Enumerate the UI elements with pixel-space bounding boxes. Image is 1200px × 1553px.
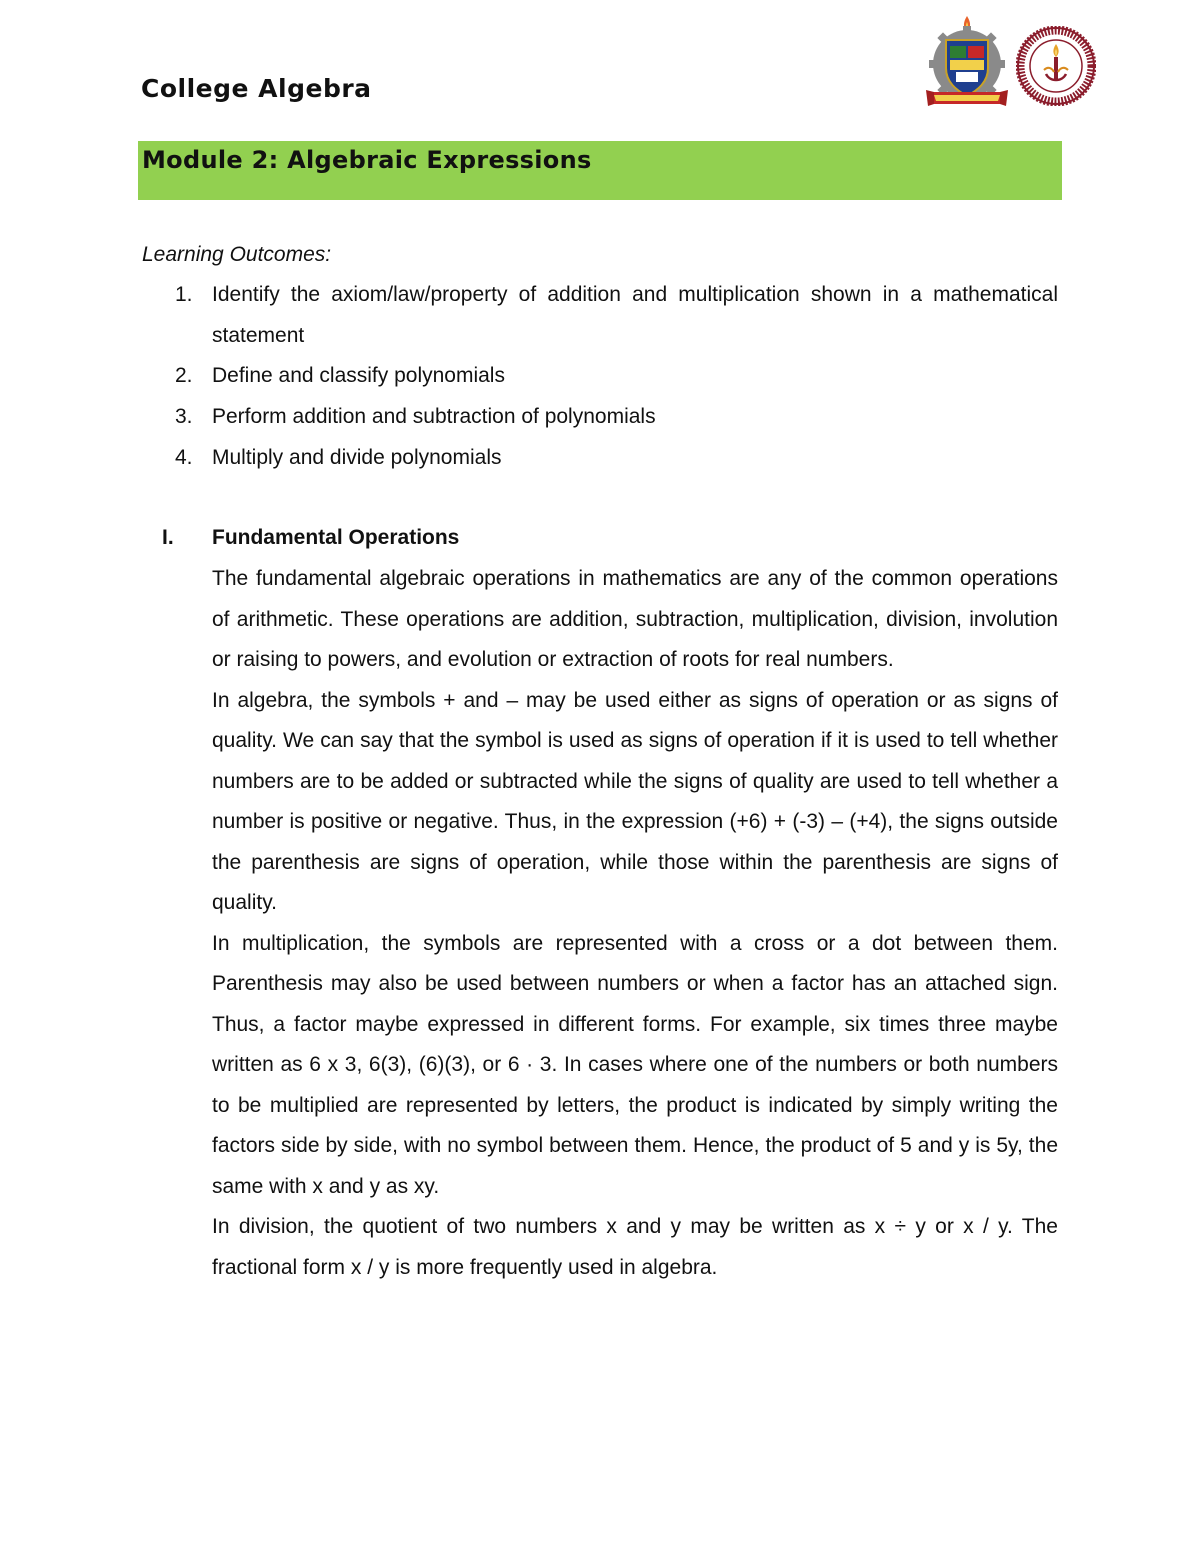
section-body bbox=[212, 559, 1058, 1288]
learning-outcomes-heading: Learning Outcomes: bbox=[142, 243, 332, 266]
module-banner bbox=[138, 141, 1062, 200]
list-item bbox=[142, 275, 1058, 356]
list-item bbox=[142, 438, 1058, 479]
list-item-number: 3. bbox=[175, 405, 193, 429]
paragraph-intro: The fundamental algebraic operations in mathematics are any of the common operations of arithmetic. These operations are addition, subtraction, multiplication, division, involution or raising to powers, and evolution or extraction of roots for real numbers. bbox=[212, 567, 1058, 671]
section-number: I. bbox=[162, 526, 174, 549]
course-title: College Algebra bbox=[141, 74, 372, 103]
list-item-text: Perform addition and subtraction of polynomials bbox=[212, 405, 656, 429]
list-item bbox=[142, 397, 1058, 438]
list-item-number: 2. bbox=[175, 364, 193, 388]
paragraph-multiplication: In multiplication, the symbols are represented with a cross or a dot between them. Parenthesis may also be used between numbers or when a factor has an attached sign. Thus, a factor maybe expressed in different forms. For example, six times three maybe written as 6 x 3, 6(3), (6)(3), or 6 · 3. In cases where one of the numbers or both numbers to be multiplied are represented by letters, the product is indicated by simply writing the factors side by side, with no symbol between them. Hence, the product of 5 and y is 5y, the same with x and y as xy. bbox=[212, 931, 1058, 1198]
header-logos bbox=[922, 12, 1102, 112]
list-item bbox=[142, 356, 1058, 397]
paragraph-division: In division, the quotient of two numbers x and y may be written as x ÷ y or x / y. The fractional form x / y is more frequently used in algebra. bbox=[212, 1215, 1058, 1279]
list-item-number: 1. bbox=[175, 283, 193, 306]
list-item-number: 4. bbox=[175, 445, 193, 469]
module-title: Module 2: Algebraic Expressions bbox=[142, 146, 592, 174]
list-item-text: Multiply and divide polynomials bbox=[212, 445, 502, 469]
list-item-text: Define and classify polynomials bbox=[212, 364, 505, 388]
list-item-text: Identify the axiom/law/property of addition and multiplication shown in a mathematical statement bbox=[212, 283, 1058, 347]
section-title: Fundamental Operations bbox=[212, 526, 460, 549]
university-seal-logo-icon bbox=[1016, 26, 1096, 106]
paragraph-signs: In algebra, the symbols + and – may be used either as signs of operation or as signs of quality. We can say that the symbol is used as signs of operation if it is used to tell whether numbers are to be added or subtracted while the signs of quality are used to tell whether a number is positive or negative. Thus, in the expression (+6) + (-3) – (+4), the signs outside the parenthesis are signs of operation, while those within the parenthesis are signs of quality. bbox=[212, 688, 1058, 914]
learning-outcomes-list bbox=[142, 275, 1058, 479]
school-crest-logo-icon bbox=[922, 12, 1012, 112]
